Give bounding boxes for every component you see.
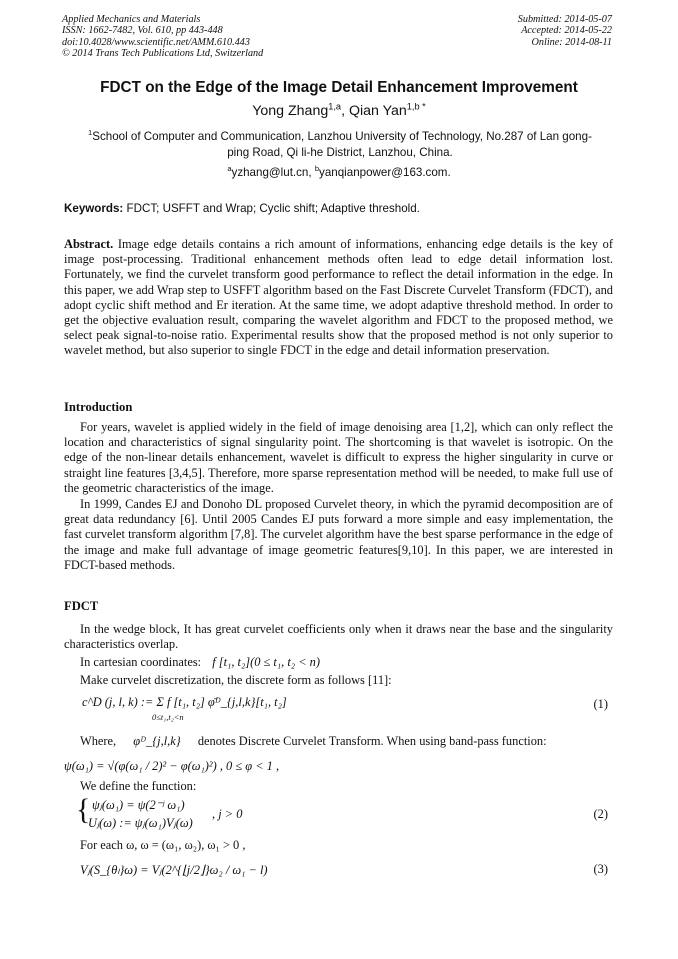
dates-header — [518, 14, 612, 48]
section-heading-fdct: FDCT — [64, 599, 99, 613]
equation-2b: Uⱼ(ω) := ψⱼ(ω₁)Vⱼ(ω) — [88, 816, 193, 830]
author-separator: , — [341, 103, 349, 119]
intro-paragraph: In 1999, Candes EJ and Donoho DL proposed Curvelet theory, in which the pyramid decomposition are of great data redundancy [6]. Until 2005 Candes EJ puts forward a more simple and easy implementation, the fast curvelet transform algorithm [7,8]. The curvelet algorithm have the best sparse performance in the edge of the image and make full advantage of image geometric features[9,10]. In this paper, we are interested in FDCT-based methods. — [64, 497, 613, 572]
equation-brace: { — [76, 793, 91, 826]
fdct-paragraph: In the wedge block, It has great curvelet coefficients only when it draws near the base and the singularity characteristics overlap. — [64, 622, 613, 652]
keywords — [64, 202, 420, 215]
equation-2a: ψⱼ(ω₁) = ψ(2⁻ʲ ω₁) — [92, 798, 185, 812]
affiliation — [80, 129, 600, 160]
author-name: Yong Zhang — [252, 103, 329, 119]
journal-name: Applied Mechanics and Materials — [62, 14, 201, 25]
submitted-date: Submitted: 2014-05-07 — [517, 14, 612, 25]
equation-number: (3) — [593, 862, 608, 876]
cartesian-line — [80, 655, 320, 670]
journal-issn: ISSN: 1662-7482, Vol. 610, pp 443-448 — [62, 25, 223, 37]
intro-paragraph: For years, wavelet is applied widely in the field of image denoising area [1,2], which can only reflect the location and characteristics of signal singularity point. The shortcoming is that wavelet is isotropic. On the edge of the non-linear details enhancement, wavelet is difficult to express the higher singularity in curve or straight line features [3,4,5]. Therefore, more sparse representation method will be needed, to make full use of the geometric characteristics of the image. — [64, 420, 613, 495]
keywords-label: Keywords: — [64, 202, 124, 215]
equation-number: (2) — [593, 807, 608, 821]
journal-doi: doi:10.4028/www.scientific.net/AMM.610.443 — [62, 36, 250, 48]
keywords-text: FDCT; USFFT and Wrap; Cyclic shift; Adaptive threshold. — [123, 202, 420, 215]
online-date: Online: 2014-08-11 — [531, 36, 612, 48]
email-link[interactable]: yzhang@lut.cn, — [231, 166, 315, 179]
cartesian-text: In cartesian coordinates: — [80, 655, 202, 669]
bandpass-equation: ψ(ω₁) = √(φ(ω₁ / 2)² − φ(ω₁)²) , 0 ≤ φ < 1 , — [64, 759, 280, 773]
author-line — [0, 103, 678, 119]
author-name: Qian Yan — [348, 103, 407, 119]
accepted-date: Accepted: 2014-05-22 — [521, 25, 612, 37]
where-line — [80, 734, 547, 749]
cartesian-math: f [t₁, t₂](0 ≤ t₁, t₂ < n) — [212, 655, 320, 669]
equation-2-condition: , j > 0 — [212, 807, 243, 821]
author-affil-mark: 1,a — [328, 101, 342, 112]
section-heading-introduction: Introduction — [64, 400, 133, 414]
where-symbol: φᴰ_{j,l,k} — [133, 734, 181, 748]
discretization-line: Make curvelet discretization, the discrete form as follows [11]: — [80, 673, 392, 687]
where-desc: denotes Discrete Curvelet Transform. When using band-pass function: — [197, 734, 547, 748]
email-mark: b — [314, 164, 320, 174]
author-affil-mark: 1,b * — [406, 101, 426, 112]
equation-3: Vⱼ(S_{θₗ}ω) = Vⱼ(2^{⌊j/2⌋}ω₂ / ω₁ − l) — [80, 863, 268, 877]
email-mark: a — [227, 164, 232, 174]
affiliation-text: School of Computer and Communication, Lanzhou University of Technology, No.287 of Lan gong-ping Road, Qi li-he District, Lanzhou, China. — [92, 130, 592, 159]
abstract-text: Image edge details contains a rich amount of informations, enhancing edge details is the key of image post-processing. Traditional enhancement methods often lead to edge detail information lost. Fortunately, we find the curvelet transform good performance to reflect the detail information in the edge. In this paper, we add Wrap step to USFFT algorithm based on the Fast Discrete Curvelet Transform (FDCT), and adopt cyclic shift method and Er iteration. At the same time, we adopt adaptive threshold method. In order to get the objective evaluation result, comparing the wavelet algorithm and FDCT to the proposed method, we select peak signal-to-noise ratio. Experimental results show that the proposed method is not only superior to wavelet method, but also superior to single FDCT in the edge and detail information preservation. — [64, 237, 613, 358]
author-emails — [0, 166, 678, 179]
abstract — [64, 237, 613, 359]
paper-title: FDCT on the Edge of the Image Detail Enhancement Improvement — [100, 79, 578, 96]
where-text: Where, — [80, 734, 117, 748]
journal-copyright: © 2014 Trans Tech Publications Ltd, Switzerland — [62, 48, 264, 60]
email-link[interactable]: yanqianpower@163.com. — [319, 166, 451, 179]
define-line: We define the function: — [80, 779, 197, 793]
equation-1-subscript: 0≤t₁,t₂<n — [152, 712, 184, 722]
affiliation-mark: 1 — [88, 128, 93, 138]
journal-header — [62, 14, 263, 60]
equation-1: c^D (j, l, k) := Σ f [t₁, t₂] φ̄ᴰ_{j,l,k}[t₁, t₂] — [82, 695, 287, 709]
foreach-line: For each ω, ω = (ω₁, ω₂), ω₁ > 0 , — [80, 838, 246, 852]
equation-number: (1) — [593, 697, 608, 711]
abstract-label: Abstract. — [64, 237, 114, 251]
